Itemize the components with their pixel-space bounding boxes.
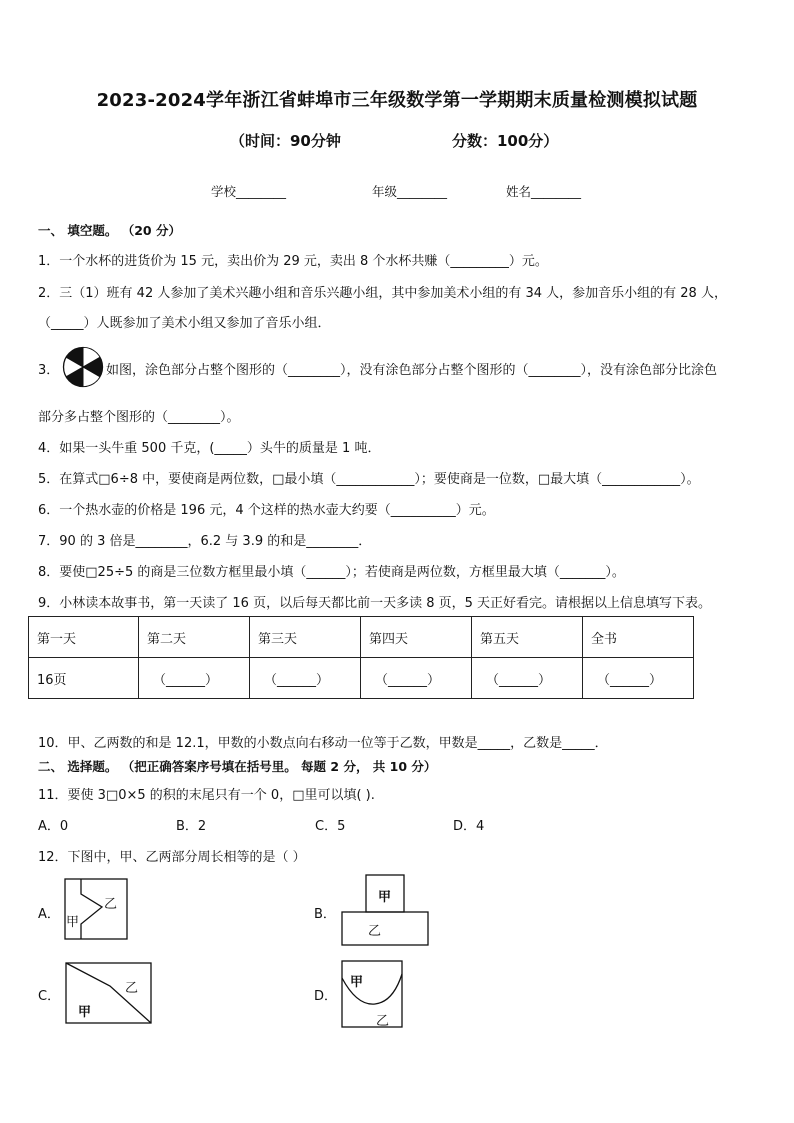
table-header-cell: 全书	[583, 617, 694, 658]
table-answer-blank[interactable]: （______）	[361, 658, 472, 699]
section-heading-choice: 二、 选择题。 （把正确答案序号填在括号里。 每题 2 分， 共 10 分）	[38, 759, 437, 774]
question-11: 11．要使 3□0×5 的积的末尾只有一个 0，□里可以填( ).	[38, 788, 375, 803]
question-6: 6．一个热水壶的价格是 196 元，4 个这样的热水壶大约要（__________）元。	[38, 503, 495, 518]
question-10: 10．甲、乙两数的和是 12.1，甲数的小数点向右移动一位等于乙数，甲数是_____，乙数是_____．	[38, 736, 608, 751]
q12-option-d-label[interactable]: D．	[314, 989, 338, 1004]
q12-d-yi-label: 乙	[376, 1014, 390, 1029]
q12-b-jia-label: 甲	[378, 890, 392, 905]
q12-a-yi-label: 乙	[104, 897, 118, 912]
section-heading-fill-blank: 一、 填空题。 （20 分）	[38, 223, 181, 238]
table-header-cell: 第五天	[472, 617, 583, 658]
question-8: 8．要使□25÷5 的商是三位数方框里最小填（______）；若使商是两位数，方框里最大填（_______）。	[38, 565, 625, 580]
q12-figure-b	[341, 874, 429, 946]
table-header-cell: 第一天	[29, 617, 139, 658]
table-answer-blank[interactable]: （______）	[250, 658, 361, 699]
exam-score: 分数：100分）	[452, 132, 559, 150]
table-row	[29, 658, 694, 699]
school-field: 学校________	[211, 184, 287, 199]
table-answer-blank[interactable]: （______）	[583, 658, 694, 699]
page-title: 2023-2024学年浙江省蚌埠市三年级数学第一学期期末质量检测模拟试题	[96, 90, 698, 111]
q12-figure-a	[64, 878, 128, 940]
question-7: 7．90 的 3 倍是________，6.2 与 3.9 的和是________．	[38, 534, 372, 549]
q11-option-d[interactable]: D．4	[453, 819, 485, 834]
question-1: 1．一个水杯的进货价为 15 元，卖出价为 29 元，卖出 8 个水杯共赚（_________）元。	[38, 254, 548, 269]
name-field: 姓名________	[506, 184, 582, 199]
q12-c-yi-label: 乙	[125, 981, 139, 996]
table-cell: 16页	[29, 658, 139, 699]
question-2-line-2: （_____）人既参加了美术小组又参加了音乐小组．	[38, 316, 331, 331]
question-2-line-1: 2．三（1）班有 42 人参加了美术兴趣小组和音乐兴趣小组，其中参加美术小组的有 34 人，参加音乐小组的有 28 人，	[38, 286, 727, 301]
grade-field: 年级________	[372, 184, 448, 199]
q12-option-c-label[interactable]: C．	[38, 989, 61, 1004]
table-header-cell: 第四天	[361, 617, 472, 658]
question-3-line-1: 如图，涂色部分占整个图形的（________），没有涂色部分占整个图形的（________），没有涂色部分比涂色	[106, 363, 718, 378]
reading-pages-table	[28, 616, 694, 699]
table-answer-blank[interactable]: （______）	[139, 658, 250, 699]
q12-c-jia-label: 甲	[78, 1005, 92, 1020]
q11-option-a[interactable]: A．0	[38, 819, 69, 834]
q11-option-b[interactable]: B．2	[176, 819, 207, 834]
question-3-number: 3．	[38, 363, 60, 378]
question-12: 12．下图中，甲、乙两部分周长相等的是（ ）	[38, 850, 306, 865]
q12-d-jia-label: 甲	[350, 975, 364, 990]
question-5: 5．在算式□6÷8 中，要使商是两位数，□最小填（____________）；要使商是一位数，□最大填（____________）。	[38, 472, 700, 487]
table-answer-blank[interactable]: （______）	[472, 658, 583, 699]
q12-option-b-label[interactable]: B．	[314, 907, 336, 922]
q11-option-c[interactable]: C．5	[315, 819, 346, 834]
q12-b-yi-label: 乙	[368, 924, 382, 939]
table-header-cell: 第三天	[250, 617, 361, 658]
question-4: 4．如果一头牛重 500 千克，(_____）头牛的质量是 1 吨．	[38, 441, 381, 456]
question-9: 9．小林读本故事书，第一天读了 16 页，以后每天都比前一天多读 8 页，5 天正好看完。请根据以上信息填写下表。	[38, 596, 712, 611]
q12-a-jia-label: 甲	[66, 915, 80, 930]
question-3-line-2: 部分多占整个图形的（________）。	[38, 410, 240, 425]
table-header-row	[29, 617, 694, 658]
q12-option-a-label[interactable]: A．	[38, 907, 60, 922]
table-header-cell: 第二天	[139, 617, 250, 658]
shaded-circle-figure	[62, 346, 104, 388]
exam-time: （时间：90分钟	[230, 132, 341, 150]
